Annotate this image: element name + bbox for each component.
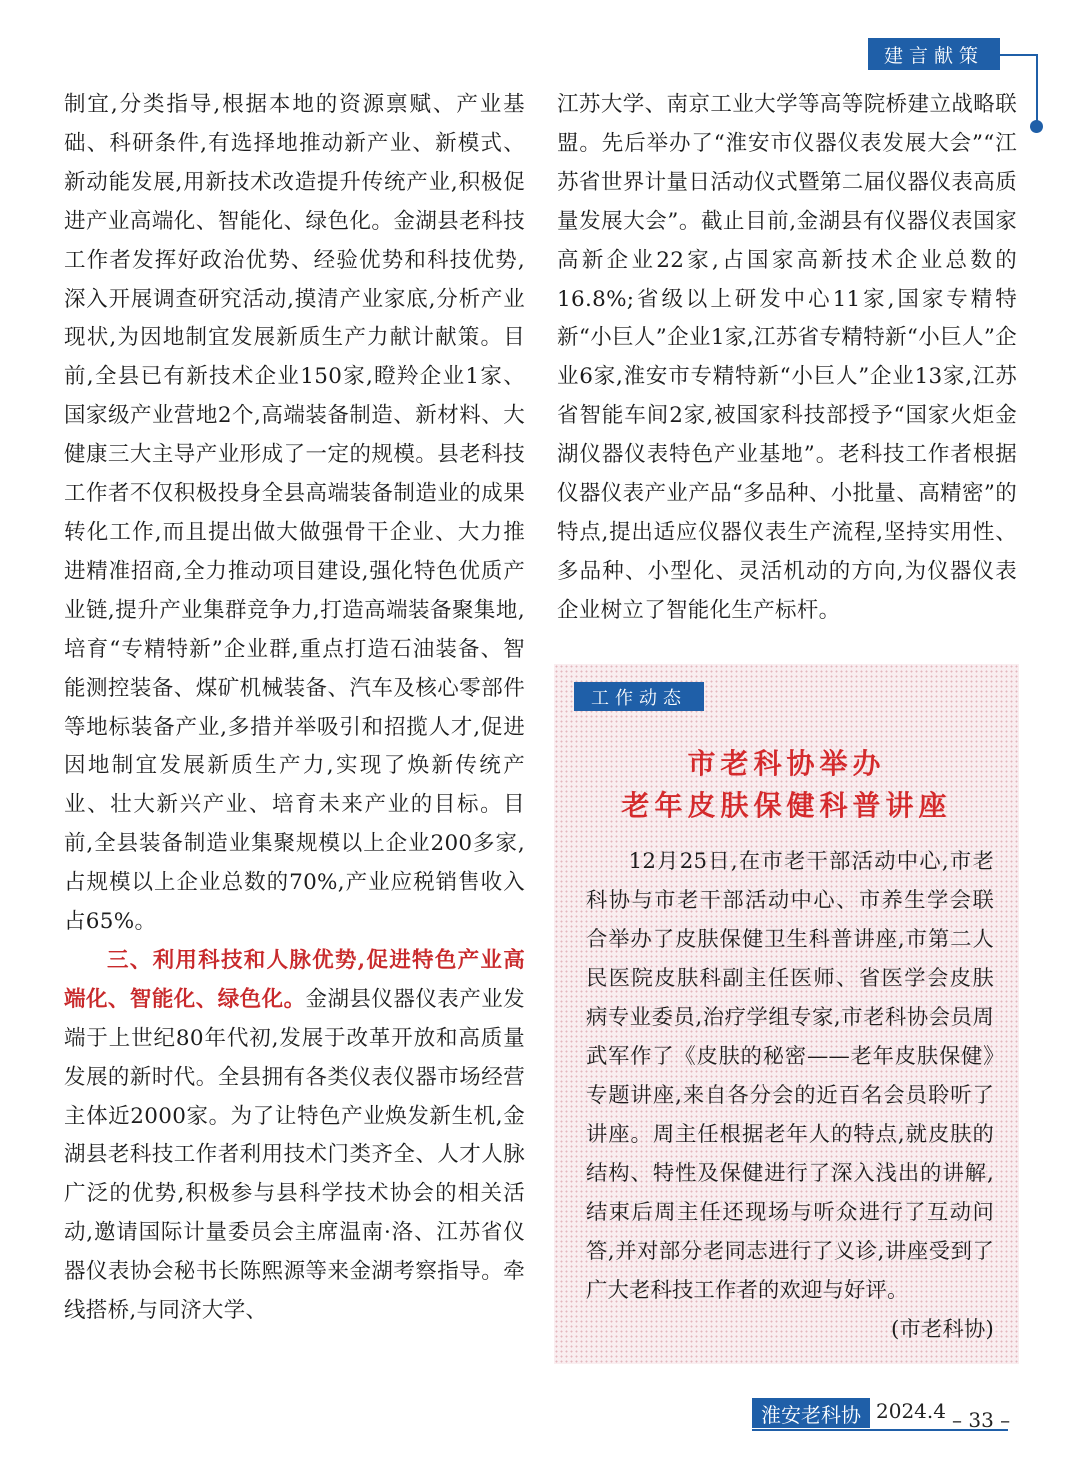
left-paragraph-2 [64,942,525,1331]
footer-issue: 2024.4 [876,1399,946,1423]
decorative-line-vertical [1036,54,1038,124]
news-body [586,842,994,1349]
decorative-dot [1030,120,1043,133]
news-box-tag: 工作动态 [574,682,704,711]
left-paragraph-2-text: 金湖县仪器仪表产业发端于上世纪80年代初,发展于改革开放和高质量发展的新时代。全县拥有各类仪表仪器市场经营主体近2000家。为了让特色产业焕发新生机,金湖县老科技工作者利用技术门类齐全、人才人脉广泛的优势,积极参与县科学技术协会的相关活动,邀请国际计量委员会主席温南·洛、江苏省仪器仪表协会秘书长陈熙源等来金湖考察指导。牵线搭桥,与同济大学、 [64,986,525,1324]
decorative-line [1000,54,1038,56]
footer-magazine-name: 淮安老科协 [752,1398,870,1428]
news-body-text: 12月25日,在市老干部活动中心,市老科协与市老干部活动中心、市养生学会联合举办了皮肤保健卫生科普讲座,市第二人民医院皮肤科副主任医师、省医学会皮肤病专业委员,治疗学组专家,市老科协会员周武军作了《皮肤的秘密——老年皮肤保健》专题讲座,来自各分会的近百名会员聆听了讲座。周主任根据老年人的特点,就皮肤的结构、特性及保健进行了深入浅出的讲解,结束后周主任还现场与听众进行了互动问答,并对部分老同志进行了义诊,讲座受到了广大老科技工作者的欢迎与好评。 [586,849,994,1303]
section-heading: 三、利用科技和人脉优势,促进特色产业高端化、智能化、绿色化。 [64,947,525,1012]
left-paragraph-1: 制宜,分类指导,根据本地的资源禀赋、产业基础、科研条件,有选择地推动新产业、新模式、新动能发展,用新技术改造提升传统产业,积极促进产业高端化、智能化、绿色化。金湖县老科技工作者发挥好政治优势、经验优势和科技优势,深入开展调查研究活动,摸清产业家底,分析产业现状,为因地制宜发展新质生产力献计献策。目前,全县已有新技术企业150家,瞪羚企业1家、国家级产业营地2个,高端装备制造、新材料、大健康三大主导产业形成了一定的规模。县老科技工作者不仅积极投身全县高端装备制造业的成果转化工作,而且提出做大做强骨干企业、大力推进精准招商,全力推动项目建设,强化特色优质产业链,提升产业集群竞争力,打造高端装备聚集地,培育“专精特新”企业群,重点打造石油装备、智能测控装备、煤矿机械装备、汽车及核心零部件等地标装备产业,多措并举吸引和招揽人才,促进因地制宜发展新质生产力,实现了焕新传统产业、壮大新兴产业、培育未来产业的目标。目前,全县装备制造业集聚规模以上企业200多家,占规模以上企业总数的70%,产业应税销售收入占65%。 [64,92,525,935]
news-title-line-2: 老年皮肤保健科普讲座 [621,789,952,822]
news-source: (市老科协) [890,1317,994,1342]
page-number: – 33 – [952,1408,1011,1432]
news-body-paragraph [586,842,994,1342]
right-column [557,86,1017,631]
news-title-line-1: 市老科协举办 [687,747,886,780]
left-column [64,86,525,1331]
news-box [554,664,1019,1364]
section-tag: 建言献策 [868,38,1000,70]
right-paragraph-1: 江苏大学、南京工业大学等高等院桥建立战略联盟。先后举办了“淮安市仪器仪表发展大会”“江苏省世界计量日活动仪式暨第二届仪器仪表高质量发展大会”。截止目前,金湖县有仪器仪表国家高新企业22家,占国家高新技术企业总数的16.8%;省级以上研发中心11家,国家专精特新“小巨人”企业1家,江苏省专精特新“小巨人”企业6家,淮安市专精特新“小巨人”企业13家,江苏省智能车间2家,被国家科技部授予“国家火炬金湖仪器仪表特色产业基地”。老科技工作者根据仪器仪表产业产品“多品种、小批量、高精密”的特点,提出适应仪器仪表生产流程,坚持实用性、多品种、小型化、灵活机动的方向,为仪器仪表企业树立了智能化生产标杆。 [557,92,1017,623]
